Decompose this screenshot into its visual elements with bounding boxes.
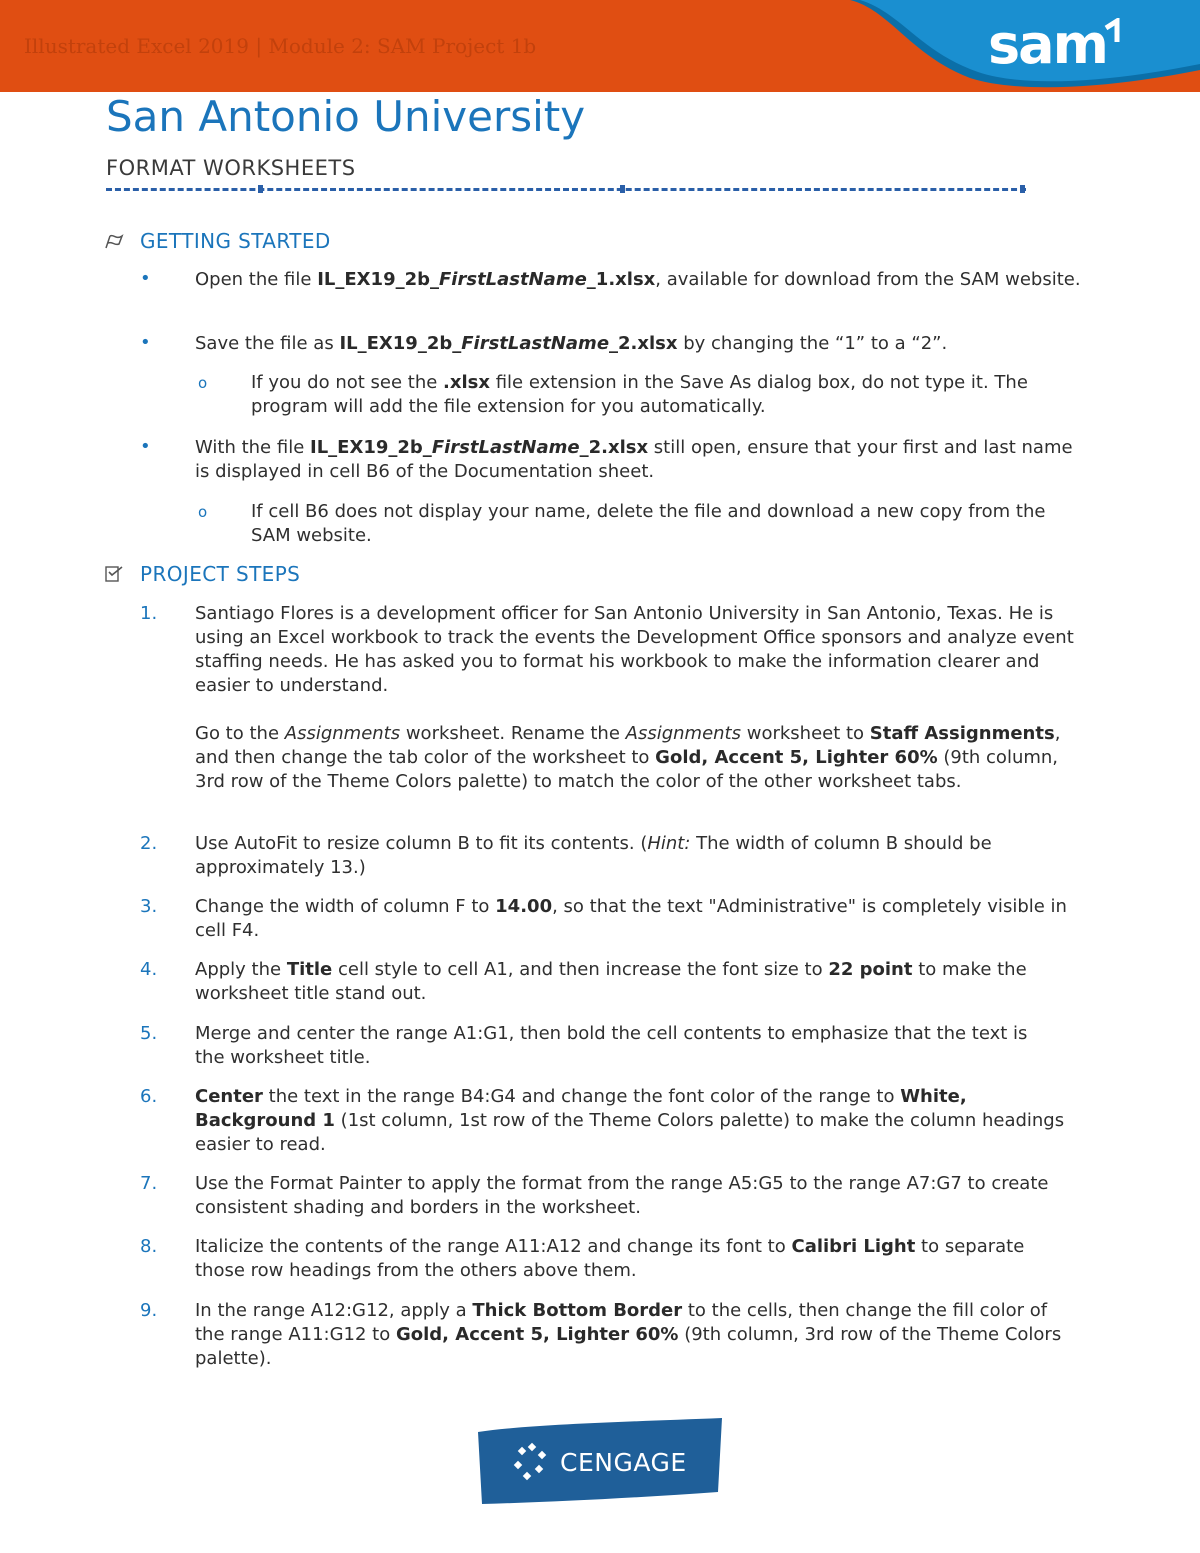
step-number: 2. — [140, 833, 158, 854]
step-item: Santiago Flores is a development officer for San Antonio University in San Antonio, Texas. He is using an Excel workbook to track the events the Development Office sponsors and analyze event staffing needs. He has asked you to format his workbook to make the information clearer and easier to understand. Go to the Assignments worksheet. Rename the Assignments worksheet to Staff Assignments, and then change the tab color of the worksheet to Gold, Accent 5, Lighter 60% (9th column, 3rd row of the Theme Colors palette) to match the color of the other worksheet tabs. — [195, 603, 1074, 792]
list-item: Open the file IL_EX19_2b_FirstLastName_1.xlsx, available for download from the SAM website. — [195, 269, 1081, 290]
step-number: 1. — [140, 603, 158, 624]
bullet: • — [140, 332, 151, 353]
step-number: 5. — [140, 1023, 158, 1044]
sub-bullet: o — [198, 374, 208, 392]
list-item: If you do not see the .xlsx file extension in the Save As dialog box, do not type it. The program will add the file extension for you automatically. — [251, 372, 1028, 417]
step-item: Italicize the contents of the range A11:A12 and change its font to Calibri Light to separate those row headings from the others above them. — [195, 1236, 1025, 1281]
step-number: 9. — [140, 1300, 158, 1321]
document-subtitle: FORMAT WORKSHEETS — [106, 156, 356, 180]
sam-logo — [988, 13, 1125, 76]
divider-marker — [258, 185, 263, 193]
bullet: • — [140, 268, 151, 289]
list-item: If cell B6 does not display your name, delete the file and download a new copy from the SAM website. — [251, 501, 1046, 546]
step-item: Change the width of column F to 14.00, so that the text "Administrative" is completely visible in cell F4. — [195, 896, 1067, 941]
step-number: 8. — [140, 1236, 158, 1257]
sam-logo-mark-icon — [1103, 18, 1125, 44]
step-number: 7. — [140, 1173, 158, 1194]
step-item: Use AutoFit to resize column B to fit its contents. (Hint: The width of column B should be approximately 13.) — [195, 833, 992, 878]
section-heading-project-steps — [104, 562, 300, 586]
banner-title: Illustrated Excel 2019 | Module 2: SAM Project 1b — [24, 34, 537, 58]
document-title: San Antonio University — [106, 92, 586, 141]
section-heading-label: GETTING STARTED — [140, 229, 331, 253]
step-number: 4. — [140, 959, 158, 980]
title-divider — [106, 188, 1026, 191]
step-item: Center the text in the range B4:G4 and change the font color of the range to White, Background 1 (1st column, 1st row of the Theme Colors palette) to make the column headings easier to read. — [195, 1086, 1065, 1155]
checklist-icon — [104, 565, 126, 583]
step-item: In the range A12:G12, apply a Thick Bottom Border to the cells, then change the fill color of the range A11:G12 to Gold, Accent 5, Lighter 60% (9th column, 3rd row of the Theme Colors palette). — [195, 1300, 1062, 1369]
step-item: Merge and center the range A1:G1, then bold the cell contents to emphasize that the text is the worksheet title. — [195, 1023, 1028, 1068]
sam-logo-text: sam — [988, 13, 1107, 76]
list-item: Save the file as IL_EX19_2b_FirstLastName_2.xlsx by changing the “1” to a “2”. — [195, 333, 948, 354]
divider-marker — [1020, 185, 1025, 193]
step-item: Apply the Title cell style to cell A1, and then increase the font size to 22 point to make the worksheet title stand out. — [195, 959, 1027, 1004]
step-item: Use the Format Painter to apply the format from the range A5:G5 to the range A7:G7 to create consistent shading and borders in the worksheet. — [195, 1173, 1049, 1218]
step-number: 3. — [140, 896, 158, 917]
sub-bullet: o — [198, 503, 208, 521]
section-heading-label: PROJECT STEPS — [140, 562, 301, 586]
list-item: With the file IL_EX19_2b_FirstLastName_2.xlsx still open, ensure that your first and last name is displayed in cell B6 of the Documentation sheet. — [195, 437, 1073, 482]
section-heading-getting-started — [104, 229, 331, 253]
flag-icon — [104, 232, 126, 250]
step-number: 6. — [140, 1086, 158, 1107]
bullet: • — [140, 436, 151, 457]
cengage-logo-text: CENGAGE — [560, 1448, 687, 1477]
divider-marker — [620, 185, 625, 193]
